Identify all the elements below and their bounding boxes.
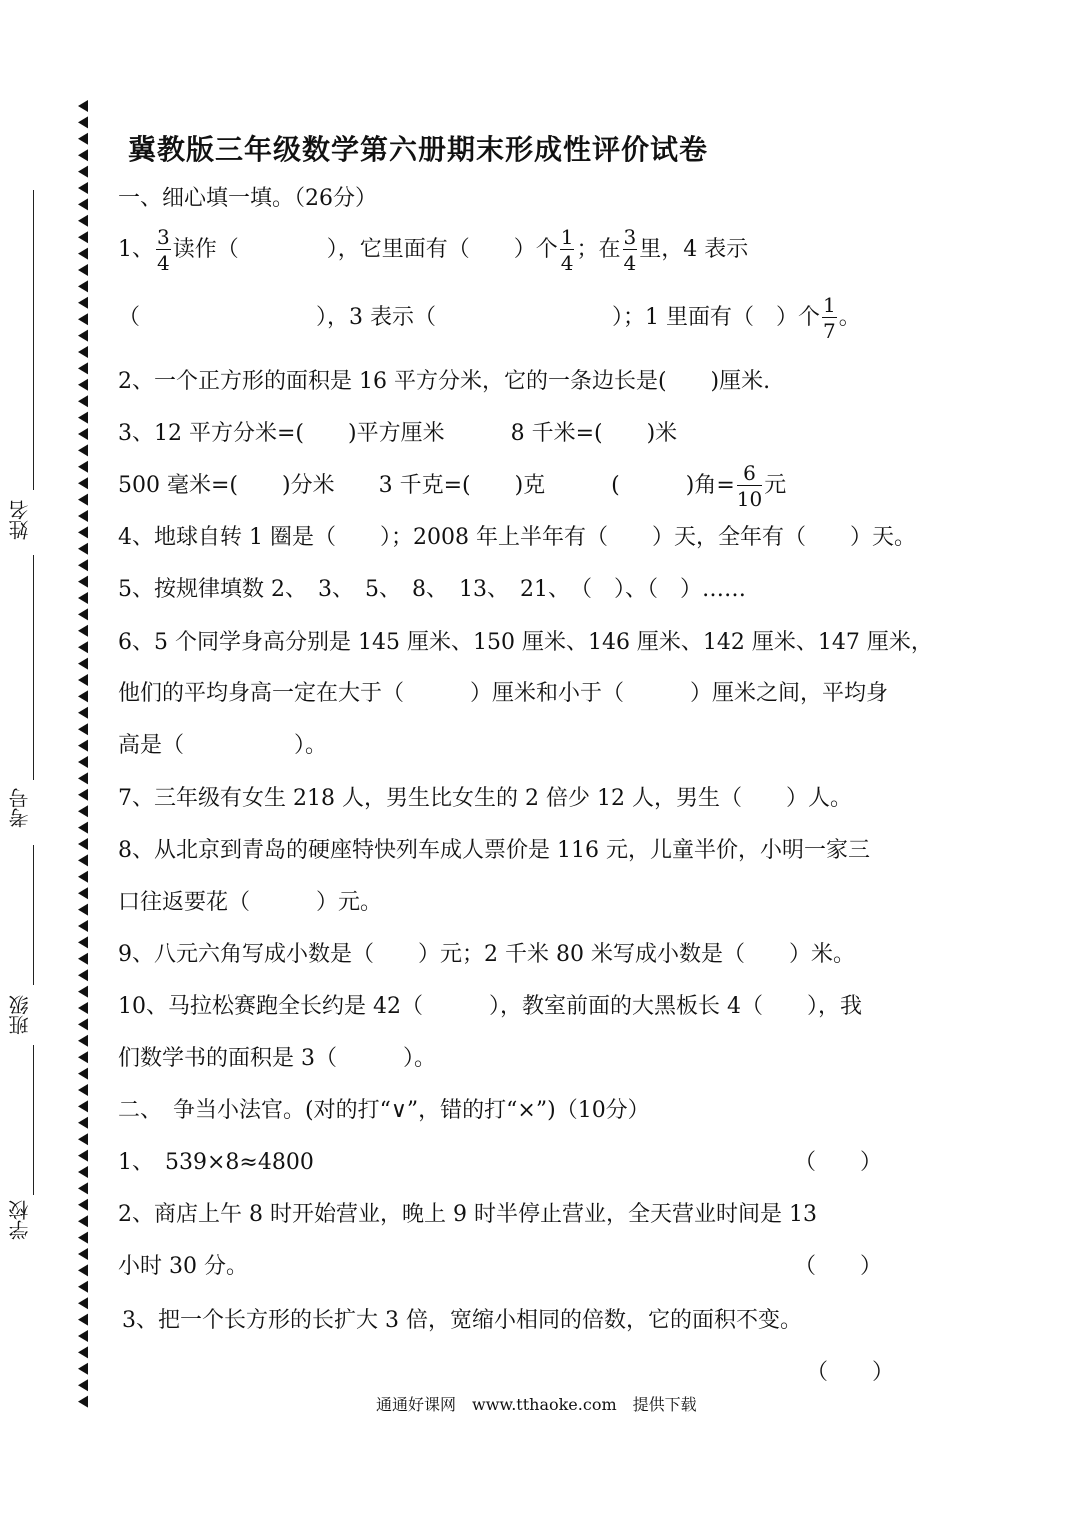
tf-answer-blank-3[interactable]: （ ） [806,1360,895,1385]
q1-line2-text: （ ），3 表示（ ）；1 里面有（ ）个 [118,305,820,330]
triangle-mark [78,920,88,932]
name-label: 姓名 [8,500,32,540]
triangle-mark [78,510,88,522]
triangle-mark [78,428,88,440]
triangle-mark [78,1002,88,1014]
tf-question-2-line1: 2、商店上午 8 时开始营业，晚上 9 时半停止营业，全天营业时间是 13 [118,1202,817,1227]
triangle-mark [78,674,88,686]
name-line [33,190,34,490]
q1-text3: 里，4 表示 [639,237,749,262]
seal-triangle-border [76,100,90,1416]
triangle-mark [78,100,88,112]
triangle-mark [78,297,88,309]
triangle-mark [78,182,88,194]
triangle-mark [78,576,88,588]
triangle-mark [78,608,88,620]
triangle-mark [78,264,88,276]
tf-question-3: 3、把一个长方形的长扩大 3 倍，宽缩小相同的倍数，它的面积不变。 [122,1308,802,1333]
q1-text2: ；在 [576,237,621,262]
question-3-line1: 3、12 平方分米=( )平方厘米 8 千米=( )米 [118,421,678,446]
triangle-mark [78,641,88,653]
triangle-mark [78,379,88,391]
triangle-mark [78,953,88,965]
triangle-mark [78,1199,88,1211]
triangle-mark [78,1346,88,1358]
question-7: 7、三年级有女生 218 人，男生比女生的 2 倍少 12 人，男生（ ）人。 [118,786,852,811]
triangle-mark [78,116,88,128]
triangle-mark [78,740,88,752]
question-4: 4、地球自转 1 圈是（ ）；2008 年上半年有（ ）天，全年有（ ）天。 [118,525,916,550]
triangle-mark [78,313,88,325]
fraction-1-7: $\frac{1}{7}$ [822,293,836,343]
fraction-1-4: $\frac{1}{4}$ [560,225,574,275]
triangle-mark [78,149,88,161]
triangle-mark [78,625,88,637]
triangle-mark [78,395,88,407]
triangle-mark [78,936,88,948]
triangle-mark [78,969,88,981]
triangle-mark [78,707,88,719]
triangle-mark [78,1232,88,1244]
footer-credit: 通通好课网 www.tthaoke.com 提供下载 [376,1395,697,1414]
triangle-mark [78,559,88,571]
question-3-line2 [118,462,786,510]
triangle-mark [78,1297,88,1309]
triangle-mark [78,1264,88,1276]
question-8-line2: 口往返要花（ ）元。 [118,890,383,915]
class-label: 班级 [8,995,32,1035]
class-line [33,845,34,985]
question-6-line1: 6、5 个同学身高分别是 145 厘米、150 厘米、146 厘米、142 厘米、147 厘米， [118,630,933,655]
triangle-mark [78,887,88,899]
triangle-mark [78,248,88,260]
triangle-mark [78,1379,88,1391]
question-8-line1: 8、从北京到青岛的硬座特快列车成人票价是 116 元，儿童半价，小明一家三 [118,838,870,863]
triangle-mark [78,494,88,506]
triangle-mark [78,1100,88,1112]
triangle-mark [78,772,88,784]
triangle-mark [78,1117,88,1129]
triangle-mark [78,166,88,178]
question-10-line2: 们数学书的面积是 3（ ）。 [118,1046,436,1071]
exam-number-label: 考号 [8,788,32,828]
triangle-mark [78,1133,88,1145]
triangle-mark [78,444,88,456]
school-label: 学校 [8,1200,32,1240]
question-1-line1 [118,226,748,274]
school-line [33,1045,34,1195]
triangle-mark [78,1068,88,1080]
triangle-mark [78,133,88,145]
triangle-mark [78,1396,88,1408]
triangle-mark [78,1018,88,1030]
question-5: 5、按规律填数 2、 3、 5、 8、 13、 21、 （ ）、（ ）…… [118,577,746,602]
question-1-line2 [118,294,861,342]
triangle-mark [78,231,88,243]
question-2: 2、一个正方形的面积是 16 平方分米，它的一条边长是( )厘米. [118,369,771,394]
triangle-marks [76,100,90,1416]
triangle-mark [78,330,88,342]
triangle-mark [78,1215,88,1227]
triangle-mark [78,543,88,555]
section1-heading: 一、细心填一填。（26分） [118,186,377,211]
fraction-3-4-second: $\frac{3}{4}$ [623,225,637,275]
triangle-mark [78,838,88,850]
tf-question-2-line2: 小时 30 分。 [118,1254,248,1279]
triangle-mark [78,526,88,538]
triangle-mark [78,1182,88,1194]
tf-answer-blank-2[interactable]: （ ） [794,1254,883,1279]
triangle-mark [78,854,88,866]
triangle-mark [78,658,88,670]
triangle-mark [78,822,88,834]
triangle-mark [78,904,88,916]
page-title: 冀教版三年级数学第六册期末形成性评价试卷 [128,133,709,166]
fraction-6-10: $\frac{6}{10}$ [736,461,763,511]
triangle-mark [78,1281,88,1293]
triangle-mark [78,1248,88,1260]
triangle-mark [78,690,88,702]
q3-tail: 元 [764,473,787,498]
triangle-mark [78,1150,88,1162]
triangle-mark [78,346,88,358]
triangle-mark [78,280,88,292]
exam-number-line [33,555,34,780]
triangle-mark [78,1363,88,1375]
question-10-line1: 10、马拉松赛跑全长约是 42（ ），教室前面的大黑板长 4（ ），我 [118,994,862,1019]
section2-heading: 二、 争当小法官。(对的打“∨”，错的打“×”)（10分） [118,1098,650,1123]
triangle-mark [78,362,88,374]
q1-prefix: 1、 [118,237,154,262]
q3-line2-text: 500 毫米=( )分米 3 千克=( )克 ( )角= [118,473,735,498]
q1-end: 。 [838,305,861,330]
tf-answer-blank-1[interactable]: （ ） [794,1150,883,1175]
triangle-mark [78,805,88,817]
question-9: 9、八元六角写成小数是（ ）元；2 千米 80 米写成小数是（ ）米。 [118,942,855,967]
tf-question-1: 1、 539×8≈4800 [118,1150,314,1175]
triangle-mark [78,1330,88,1342]
triangle-mark [78,1051,88,1063]
q1-text1: 读作（ ），它里面有（ ）个 [172,237,558,262]
triangle-mark [78,1035,88,1047]
triangle-mark [78,789,88,801]
triangle-mark [78,592,88,604]
triangle-mark [78,477,88,489]
triangle-mark [78,986,88,998]
triangle-mark [78,871,88,883]
fraction-3-4: $\frac{3}{4}$ [157,225,170,275]
triangle-mark [78,756,88,768]
triangle-mark [78,723,88,735]
triangle-mark [78,198,88,210]
triangle-mark [78,1166,88,1178]
question-6-line2: 他们的平均身高一定在大于（ ）厘米和小于（ ）厘米之间，平均身 [118,681,889,706]
question-6-line3: 高是（ ）。 [118,733,328,758]
triangle-mark [78,412,88,424]
triangle-mark [78,1314,88,1326]
binding-margin [0,0,100,1518]
triangle-mark [78,215,88,227]
triangle-mark [78,1084,88,1096]
triangle-mark [78,461,88,473]
